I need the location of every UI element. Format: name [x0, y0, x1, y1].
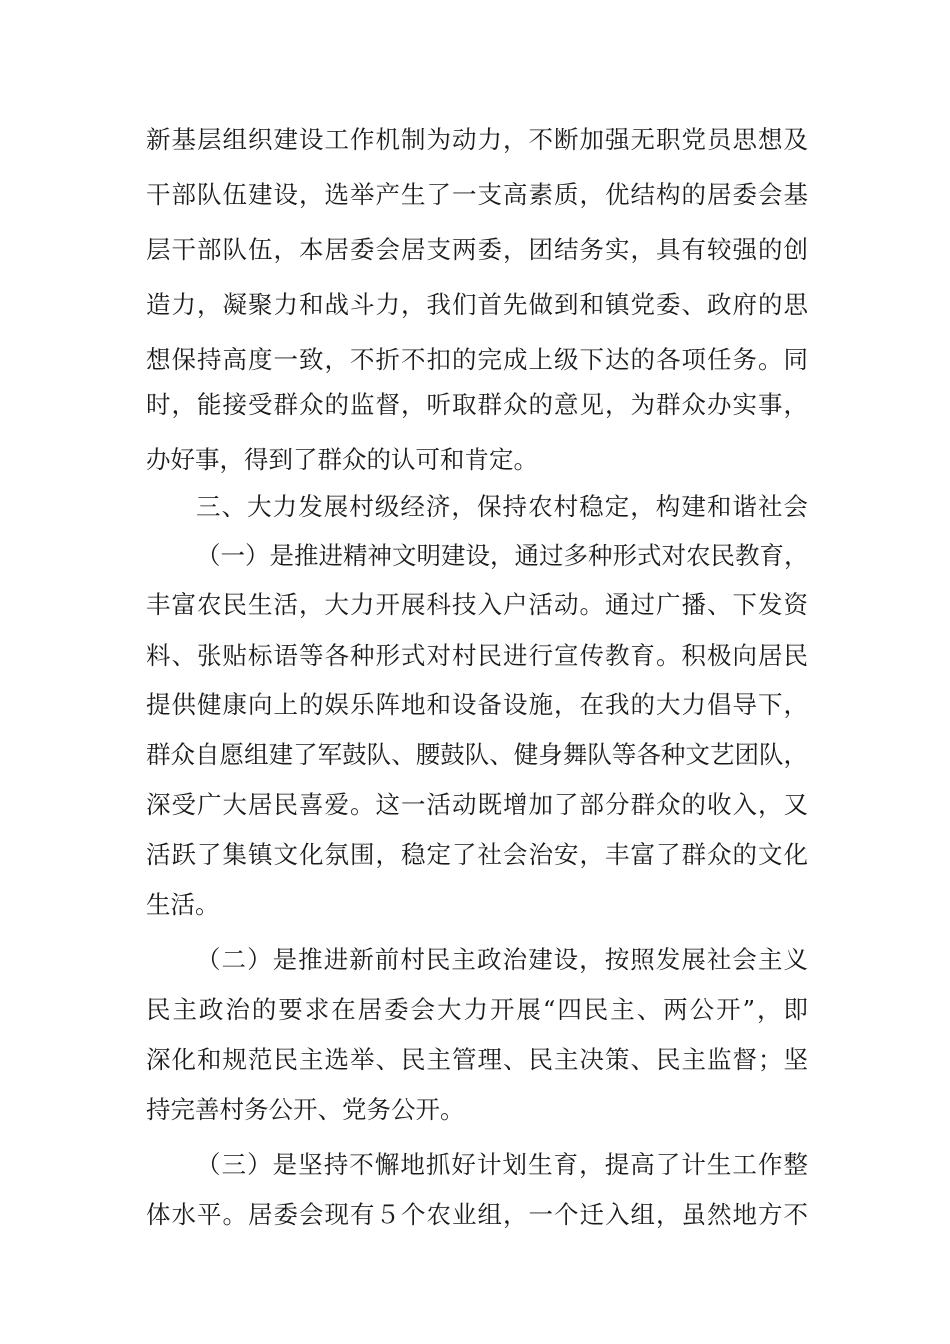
text-line: 活跃了集镇文化氛围，稳定了社会治安，丰富了群众的文化	[146, 840, 808, 869]
text-line: 民主政治的要求在居委会大力开展“四民主、两公开”，即	[146, 995, 808, 1024]
section-heading: 三、大力发展村级经济，保持农村稳定，构建和谐社会	[196, 492, 808, 521]
text-line: 深化和规范民主选举、民主管理、民主决策、民主监督；坚	[146, 1045, 808, 1074]
text-line: 造力，凝聚力和战斗力，我们首先做到和镇党委、政府的思	[146, 290, 808, 319]
text-line: 生活。	[146, 890, 220, 919]
text-line: （一）是推进精神文明建设，通过多种形式对农民教育，	[196, 541, 809, 570]
text-line: 料、张贴标语等各种形式对村民进行宣传教育。积极向居民	[146, 641, 808, 670]
text-line: 深受广大居民喜爱。这一活动既增加了部分群众的收入，又	[146, 790, 808, 819]
text-line: （二）是推进新前村民主政治建设，按照发展社会主义	[196, 945, 808, 974]
text-line: 丰富农民生活，大力开展科技入户活动。通过广播、下发资	[146, 590, 808, 619]
text-line: 时，能接受群众的监督，听取群众的意见，为群众办实事，	[146, 390, 808, 419]
text-line: （三）是坚持不懈地抓好计划生育，提高了计生工作整	[196, 1150, 808, 1179]
text-line: 提供健康向上的娱乐阵地和设备设施，在我的大力倡导下，	[146, 690, 808, 719]
text-line: 体水平。居委会现有５个农业组，一个迁入组，虽然地方不	[146, 1200, 808, 1229]
text-line: 群众自愿组建了军鼓队、腰鼓队、健身舞队等各种文艺团队，	[146, 740, 808, 769]
text-line: 干部队伍建设，选举产生了一支高素质，优结构的居委会基	[146, 180, 808, 209]
text-line: 新基层组织建设工作机制为动力，不断加强无职党员思想及	[146, 125, 808, 154]
text-line: 层干部队伍，本居委会居支两委，团结务实，具有较强的创	[146, 235, 808, 264]
text-line: 持完善村务公开、党务公开。	[146, 1095, 465, 1124]
text-line: 想保持高度一致，不折不扣的完成上级下达的各项任务。同	[146, 345, 808, 374]
text-line: 办好事，得到了群众的认可和肯定。	[146, 445, 538, 474]
